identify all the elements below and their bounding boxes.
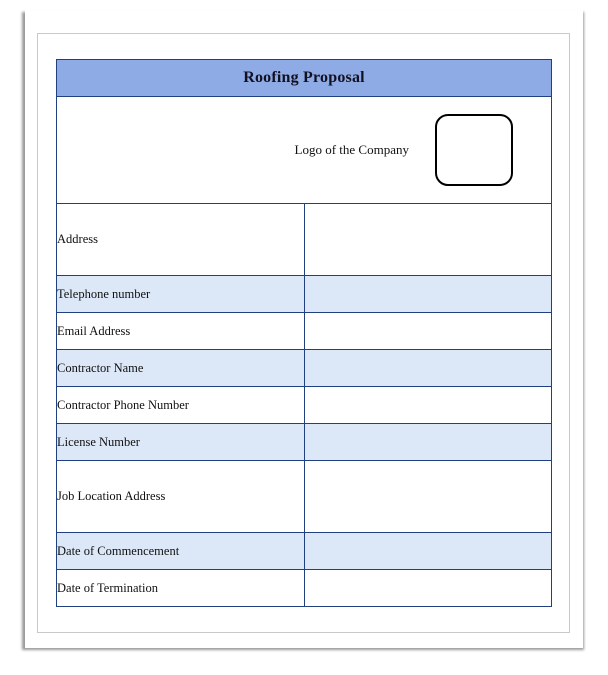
field-value-cell[interactable]	[304, 204, 552, 276]
field-label: Date of Termination	[57, 580, 158, 595]
field-label: Contractor Phone Number	[57, 397, 189, 412]
field-label-cell	[57, 387, 305, 424]
field-value-cell[interactable]	[304, 350, 552, 387]
field-label-cell	[57, 313, 305, 350]
logo-header-row	[57, 97, 552, 204]
table-row	[57, 461, 552, 533]
field-label-cell	[57, 424, 305, 461]
field-label: Address	[57, 232, 98, 246]
logo-caption-label: Logo of the Company	[294, 142, 409, 157]
logo-area	[57, 97, 551, 203]
field-label: Email Address	[57, 323, 131, 338]
logo-header-cell	[57, 97, 552, 204]
table-row	[57, 350, 552, 387]
table-row	[57, 387, 552, 424]
field-label: Telephone number	[57, 286, 151, 301]
title-bar-row	[57, 60, 552, 97]
table-row	[57, 570, 552, 607]
table-row	[57, 424, 552, 461]
field-label: Job Location Address	[57, 489, 166, 503]
field-value-cell[interactable]	[304, 461, 552, 533]
field-value-cell[interactable]	[304, 570, 552, 607]
page-title: Roofing Proposal	[243, 69, 365, 86]
field-label-cell	[57, 570, 305, 607]
field-value-cell[interactable]	[304, 313, 552, 350]
title-bar-cell	[57, 60, 552, 97]
field-label-cell	[57, 461, 305, 533]
table-row	[57, 276, 552, 313]
field-label: Contractor Name	[57, 360, 144, 375]
roofing-proposal-table	[56, 59, 552, 607]
field-label-cell	[57, 276, 305, 313]
field-value-cell[interactable]	[304, 533, 552, 570]
field-label: License Number	[57, 434, 140, 449]
table-row	[57, 204, 552, 276]
field-label: Date of Commencement	[57, 543, 180, 558]
field-label-cell	[57, 204, 305, 276]
field-label-cell	[57, 533, 305, 570]
field-label-cell	[57, 350, 305, 387]
logo-placeholder-box[interactable]	[435, 114, 513, 186]
field-value-cell[interactable]	[304, 276, 552, 313]
table-row	[57, 533, 552, 570]
field-value-cell[interactable]	[304, 424, 552, 461]
table-row	[57, 313, 552, 350]
field-value-cell[interactable]	[304, 387, 552, 424]
